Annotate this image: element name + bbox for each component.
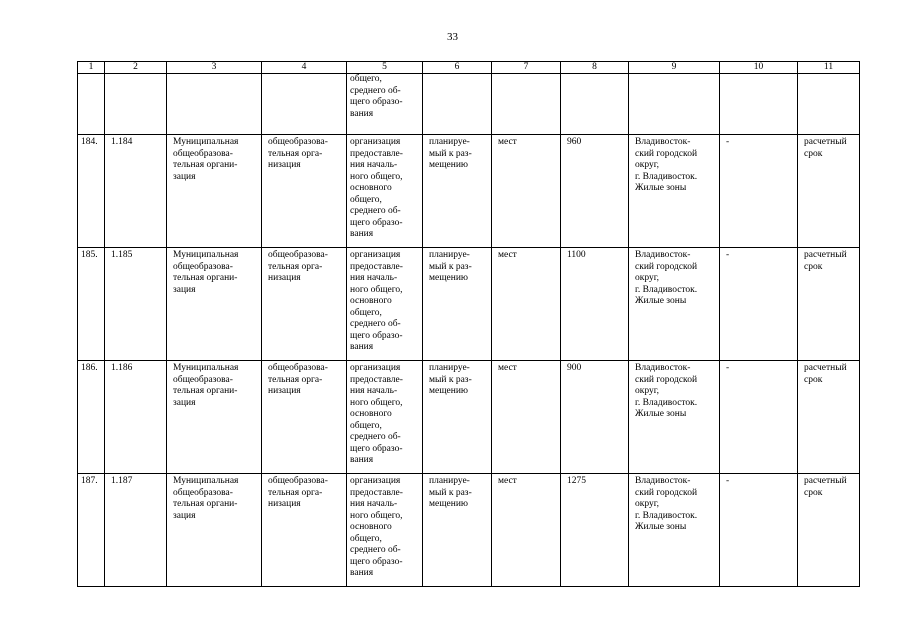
status-cell: планируе- мый к раз- мещению <box>423 361 492 474</box>
status-cell: планируе- мый к раз- мещению <box>423 474 492 587</box>
type-cell: общеобразова- тельная орга- низация <box>262 248 347 361</box>
term-cell: расчетный срок <box>798 248 860 361</box>
name-cell: Муниципальная общеобразова- тельная органи- зация <box>167 135 262 248</box>
value-cell: 960 <box>561 135 629 248</box>
table-cell <box>105 74 167 135</box>
table-row <box>78 135 860 248</box>
name-cell: Муниципальная общеобразова- тельная органи- зация <box>167 361 262 474</box>
code-cell: 1.187 <box>105 474 167 587</box>
header-row <box>78 62 860 74</box>
table-cell <box>492 74 561 135</box>
purpose-cell: организация предоставле- ния началь- ного общего, основного общего, среднего об- щего образо- вания <box>347 474 423 587</box>
header-cell: 3 <box>167 62 262 74</box>
table-row <box>78 248 860 361</box>
term-cell: расчетный срок <box>798 474 860 587</box>
header-cell: 4 <box>262 62 347 74</box>
value-cell: 900 <box>561 361 629 474</box>
header-cell: 8 <box>561 62 629 74</box>
code-cell: 1.185 <box>105 248 167 361</box>
table-cell <box>167 74 262 135</box>
purpose-cell: организация предоставле- ния началь- ного общего, основного общего, среднего об- щего образо- вания <box>347 248 423 361</box>
unit-cell: мест <box>492 135 561 248</box>
value-cell: 1100 <box>561 248 629 361</box>
header-cell: 5 <box>347 62 423 74</box>
objects-table <box>77 61 860 587</box>
table-cell <box>798 74 860 135</box>
continuation-row <box>78 74 860 135</box>
table-cell <box>423 74 492 135</box>
code-cell: 1.186 <box>105 361 167 474</box>
table-cell <box>262 74 347 135</box>
table-cell <box>720 74 798 135</box>
purpose-cell: организация предоставле- ния началь- ного общего, основного общего, среднего об- щего образо- вания <box>347 361 423 474</box>
header-cell: 2 <box>105 62 167 74</box>
table-row <box>78 361 860 474</box>
number-cell: 184. <box>78 135 105 248</box>
term-cell: расчетный срок <box>798 361 860 474</box>
header-cell: 9 <box>629 62 720 74</box>
type-cell: общеобразова- тельная орга- низация <box>262 474 347 587</box>
table-row <box>78 474 860 587</box>
location-cell: Владивосток- ский городской округ, г. Владивосток. Жилые зоны <box>629 248 720 361</box>
type-cell: общеобразова- тельная орга- низация <box>262 135 347 248</box>
unit-cell: мест <box>492 248 561 361</box>
number-cell: 186. <box>78 361 105 474</box>
number-cell: 185. <box>78 248 105 361</box>
header-cell: 7 <box>492 62 561 74</box>
table-cell <box>78 74 105 135</box>
location-cell: Владивосток- ский городской округ, г. Владивосток. Жилые зоны <box>629 361 720 474</box>
name-cell: Муниципальная общеобразова- тельная органи- зация <box>167 248 262 361</box>
zone-cell: - <box>720 474 798 587</box>
value-cell: 1275 <box>561 474 629 587</box>
code-cell: 1.184 <box>105 135 167 248</box>
header-cell: 1 <box>78 62 105 74</box>
header-cell: 10 <box>720 62 798 74</box>
header-cell: 11 <box>798 62 860 74</box>
zone-cell: - <box>720 361 798 474</box>
location-cell: Владивосток- ский городской округ, г. Владивосток. Жилые зоны <box>629 474 720 587</box>
header-cell: 6 <box>423 62 492 74</box>
zone-cell: - <box>720 135 798 248</box>
status-cell: планируе- мый к раз- мещению <box>423 135 492 248</box>
zone-cell: - <box>720 248 798 361</box>
term-cell: расчетный срок <box>798 135 860 248</box>
table-cell <box>629 74 720 135</box>
unit-cell: мест <box>492 474 561 587</box>
type-cell: общеобразова- тельная орга- низация <box>262 361 347 474</box>
page-number: 33 <box>447 31 458 43</box>
purpose-cell: организация предоставле- ния началь- ного общего, основного общего, среднего об- щего образо- вания <box>347 135 423 248</box>
status-cell: планируе- мый к раз- мещению <box>423 248 492 361</box>
purpose-cell: общего, среднего об- щего образо- вания <box>347 74 423 135</box>
number-cell: 187. <box>78 474 105 587</box>
location-cell: Владивосток- ский городской округ, г. Владивосток. Жилые зоны <box>629 135 720 248</box>
name-cell: Муниципальная общеобразова- тельная органи- зация <box>167 474 262 587</box>
unit-cell: мест <box>492 361 561 474</box>
table-cell <box>561 74 629 135</box>
